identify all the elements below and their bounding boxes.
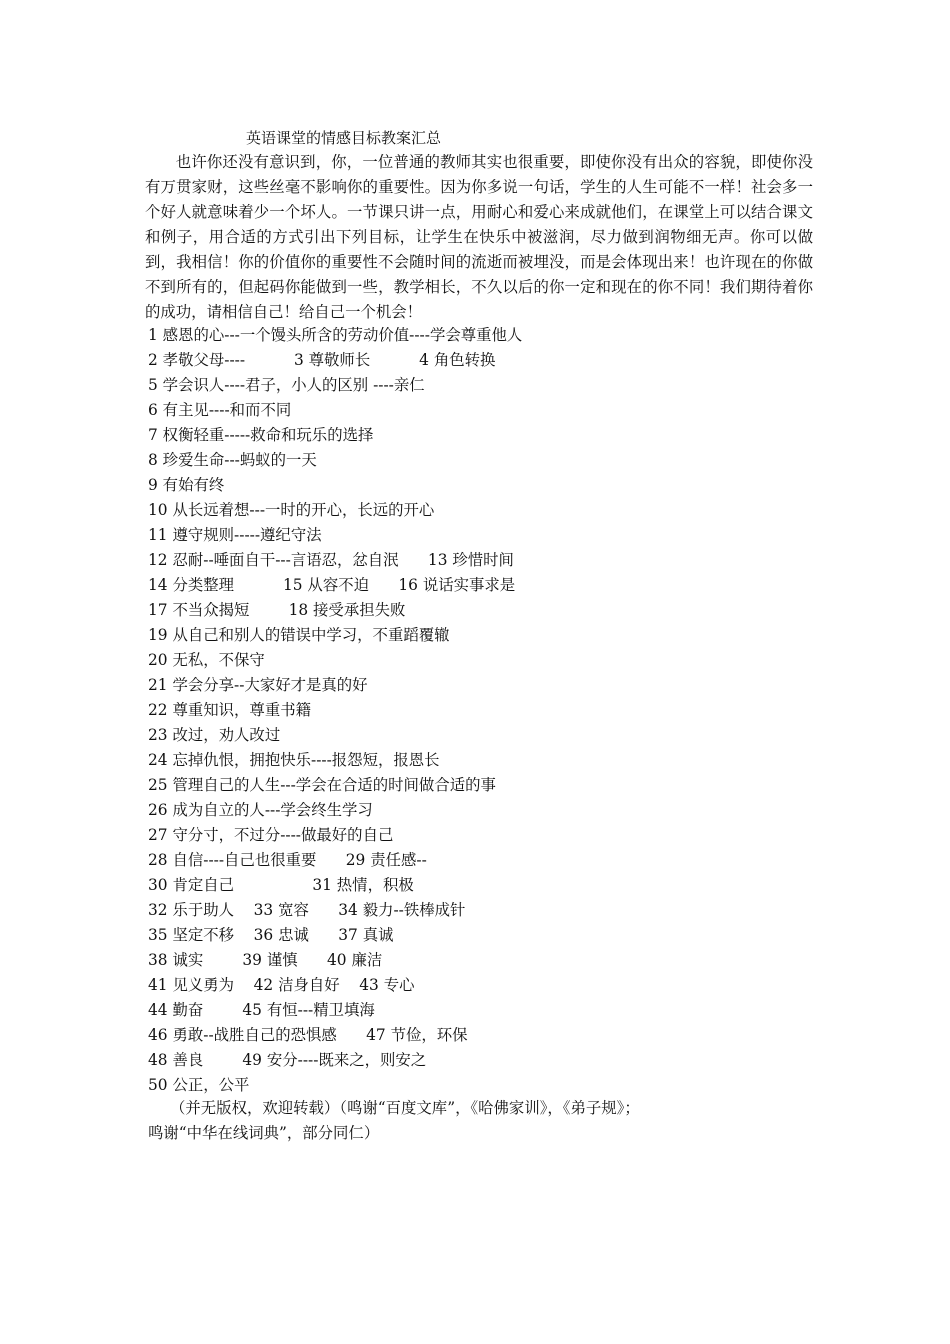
- list-item: 10 从长远着想---一时的开心，长远的开心: [148, 501, 435, 519]
- list-item: 21 学会分享--大家好才是真的好: [148, 676, 368, 694]
- list-item: 44 勤奋 45 有恒---精卫填海: [148, 1001, 375, 1019]
- list-item: 22 尊重知识，尊重书籍: [148, 701, 311, 719]
- list-item: 2 孝敬父母---- 3 尊敬师长 4 角色转换: [148, 351, 496, 369]
- list-item: 14 分类整理 15 从容不迫 16 说话实事求是: [148, 576, 516, 594]
- acknowledgement-line-1: （并无版权，欢迎转载）（鸣谢“百度文库”，《哈佛家训》，《弟子规》；: [170, 1099, 640, 1117]
- list-item: 17 不当众揭短 18 接受承担失败: [148, 601, 406, 619]
- list-item: 24 忘掉仇恨，拥抱快乐----报怨短，报恩长: [148, 751, 440, 769]
- list-item: 27 守分寸，不过分----做最好的自己: [148, 826, 394, 844]
- list-item: 41 见义勇为 42 洁身自好 43 专心: [148, 976, 415, 994]
- list-item: 46 勇敢--战胜自己的恐惧感 47 节俭，环保: [148, 1026, 468, 1044]
- acknowledgement-note: [148, 1096, 808, 1146]
- list-item: 38 诚实 39 谨慎 40 廉洁: [148, 951, 383, 969]
- list-item: 1 感恩的心---一个馒头所含的劳动价值----学会尊重他人: [148, 326, 523, 344]
- document-title: 英语课堂的情感目标教案汇总: [246, 129, 442, 147]
- intro-paragraph: 也许你还没有意识到，你，一位普通的教师其实也很重要，即使你没有出众的容貌，即使你没有万贯家财，这些丝毫不影响你的重要性。因为你多说一句话，学生的人生可能不一样！社会多一个好人就意味着少一个坏人。一节课只讲一点，用耐心和爱心来成就他们，在课堂上可以结合课文和例子，用合适的方式引出下列目标，让学生在快乐中被滋润，尽力做到润物细无声。你可以做到，我相信！你的价值你的重要性不会随时间的流逝而被埋没，而是会体现出来！也许现在的你做不到所有的，但起码你能做到一些，教学相长，不久以后的你一定和现在的你不同！我们期待着你的成功，请相信自己！给自己一个机会！: [145, 153, 813, 321]
- list-item: 26 成为自立的人---学会终生学习: [148, 801, 373, 819]
- list-item: 28 自信----自己也很重要 29 责任感--: [148, 851, 427, 869]
- list-item: 20 无私，不保守: [148, 651, 265, 669]
- list-item: 19 从自己和别人的错误中学习，不重蹈覆辙: [148, 626, 450, 644]
- list-item: 32 乐于助人 33 宽容 34 毅力--铁棒成针: [148, 901, 466, 919]
- list-item: 11 遵守规则-----遵纪守法: [148, 526, 322, 544]
- list-item: 5 学会识人----君子，小人的区别 ----亲仁: [148, 376, 425, 394]
- list-item: 6 有主见----和而不同: [148, 401, 292, 419]
- acknowledgement-line-2: 鸣谢“中华在线词典”，部分同仁）: [148, 1124, 380, 1142]
- goal-list: [148, 323, 808, 1098]
- list-item: 50 公正，公平: [148, 1076, 250, 1094]
- list-item: 23 改过，劝人改过: [148, 726, 281, 744]
- list-item: 25 管理自己的人生---学会在合适的时间做合适的事: [148, 776, 496, 794]
- list-item: 30 肯定自己 31 热情，积极: [148, 876, 414, 894]
- list-item: 12 忍耐--唾面自干---言语忍，忿自泯 13 珍惜时间: [148, 551, 514, 569]
- list-item: 48 善良 49 安分----既来之，则安之: [148, 1051, 427, 1069]
- list-item: 35 坚定不移 36 忠诚 37 真诚: [148, 926, 394, 944]
- list-item: 8 珍爱生命---蚂蚁的一天: [148, 451, 317, 469]
- list-item: 9 有始有终: [148, 476, 225, 494]
- list-item: 7 权衡轻重-----救命和玩乐的选择: [148, 426, 374, 444]
